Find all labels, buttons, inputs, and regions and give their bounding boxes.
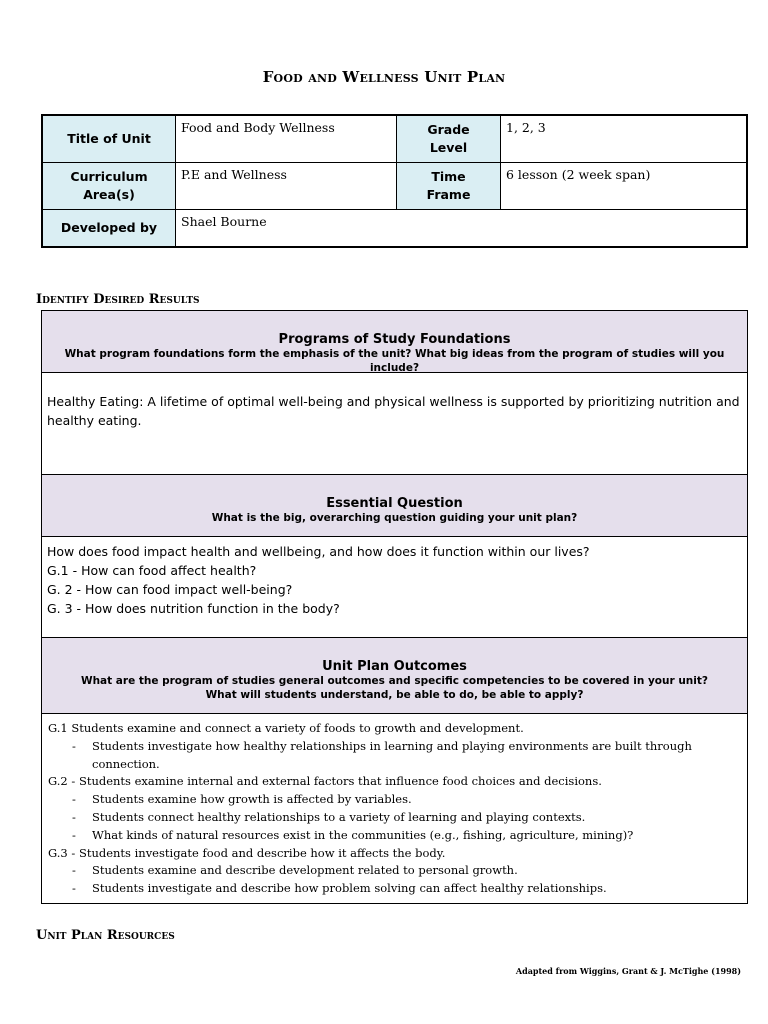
outcome-g1-item: - Students investigate how healthy relationships in learning and playing environments are built through connection. [48, 738, 741, 774]
outcomes-header [42, 638, 747, 714]
unit-plan-outcomes-section [41, 637, 748, 904]
essential-subheading: What is the big, overarching question guiding your unit plan? [211, 512, 578, 524]
outcomes-subheading-2: What will students understand, be able to do, be able to apply? [205, 689, 584, 701]
essential-question-section [41, 474, 748, 638]
outcome-g2-item: - What kinds of natural resources exist in the communities (e.g., fishing, agriculture, mining)? [48, 827, 741, 845]
outcome-g3: G.3 - Students investigate food and describe how it affects the body. [48, 845, 446, 860]
curriculum-area-label: Curriculum Area(s) [42, 162, 176, 209]
unit-info-table [41, 114, 748, 248]
grade-level-label: Grade Level [397, 115, 501, 162]
attribution-footer: Adapted from Wiggins, Grant & J. McTighe (1998) [515, 966, 741, 976]
time-frame-value: 6 lesson (2 week span) [501, 162, 748, 209]
developed-by-value: Shael Bourne [176, 209, 748, 247]
page-title: Food and Wellness Unit Plan [262, 68, 506, 86]
unit-plan-resources-heading: Unit Plan Resources [36, 928, 175, 943]
outcomes-content [42, 714, 747, 903]
curriculum-area-value: P.E and Wellness [176, 162, 397, 209]
outcome-g3-item: - Students examine and describe development related to personal growth. [48, 862, 741, 880]
programs-header [42, 311, 747, 373]
developed-by-label: Developed by [42, 209, 176, 247]
essential-heading: Essential Question [326, 496, 463, 511]
programs-text: Healthy Eating: A lifetime of optimal well-being and physical wellness is supported by prioritizing nutrition and healthy eating. [47, 394, 740, 428]
outcome-g1: G.1 Students examine and connect a variety of foods to growth and development. [48, 721, 524, 735]
outcomes-subheading-1: What are the program of studies general outcomes and specific competencies to be covered in your unit? [80, 675, 708, 687]
programs-subheading: What program foundations form the emphasis of the unit? What big ideas from the program of studies will you include? [64, 348, 725, 374]
programs-of-study-section [41, 310, 748, 475]
essential-g3: G. 3 - How does nutrition function in the body? [47, 601, 340, 616]
essential-g1: G.1 - How can food affect health? [47, 563, 257, 578]
essential-header [42, 475, 747, 537]
title-of-unit-label: Title of Unit [42, 115, 176, 162]
outcomes-heading: Unit Plan Outcomes [322, 659, 467, 674]
identify-desired-results-heading: Identify Desired Results [36, 292, 200, 307]
essential-main-question: How does food impact health and wellbeing, and how does it function within our lives? [47, 544, 590, 559]
title-of-unit-value: Food and Body Wellness [176, 115, 397, 162]
essential-content [42, 537, 747, 638]
outcome-g3-item: - Students investigate and describe how problem solving can affect healthy relationships. [48, 880, 741, 898]
time-frame-label: Time Frame [397, 162, 501, 209]
grade-level-value: 1, 2, 3 [501, 115, 748, 162]
outcome-g2-item: - Students examine how growth is affected by variables. [48, 791, 741, 809]
outcome-g2: G.2 - Students examine internal and external factors that influence food choices and decisions. [48, 774, 602, 789]
outcome-g2-item: - Students connect healthy relationships to a variety of learning and playing contexts. [48, 809, 741, 827]
essential-g2: G. 2 - How can food impact well-being? [47, 582, 293, 597]
programs-heading: Programs of Study Foundations [278, 332, 511, 347]
